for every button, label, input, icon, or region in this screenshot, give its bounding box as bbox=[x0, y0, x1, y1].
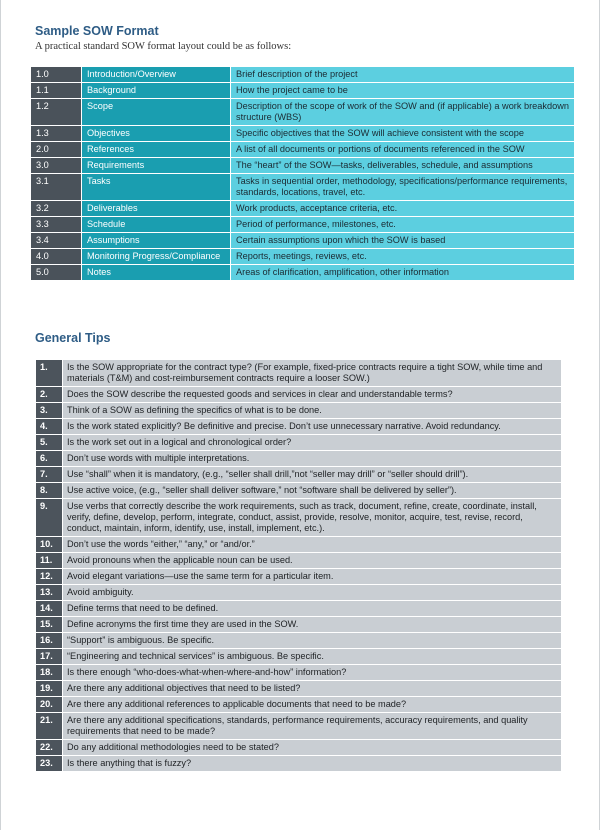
sow-section-name: Notes bbox=[82, 265, 231, 281]
sow-section-name: Tasks bbox=[82, 174, 231, 201]
sow-row bbox=[31, 142, 575, 158]
tip-number: 1. bbox=[36, 360, 63, 387]
sow-section-description: The “heart” of the SOW—tasks, deliverables, schedule, and assumptions bbox=[231, 158, 575, 174]
tip-text: Are there any additional objectives that need to be listed? bbox=[63, 681, 562, 697]
sow-section-description: Description of the scope of work of the SOW and (if applicable) a work breakdown structure (WBS) bbox=[231, 99, 575, 126]
sow-section-number: 3.3 bbox=[31, 217, 82, 233]
sow-section-description: How the project came to be bbox=[231, 83, 575, 99]
tip-text: Avoid elegant variations—use the same term for a particular item. bbox=[63, 569, 562, 585]
tip-number: 6. bbox=[36, 451, 63, 467]
tip-row bbox=[36, 681, 562, 697]
tip-row bbox=[36, 483, 562, 499]
tip-text: Is the work set out in a logical and chronological order? bbox=[63, 435, 562, 451]
tip-number: 10. bbox=[36, 537, 63, 553]
sow-section-description: Tasks in sequential order, methodology, specifications/performance requirements, standards, locations, travel, etc. bbox=[231, 174, 575, 201]
page-subtitle: A practical standard SOW format layout could be as follows: bbox=[35, 41, 292, 52]
tip-number: 16. bbox=[36, 633, 63, 649]
tip-row bbox=[36, 435, 562, 451]
tip-text: Define acronyms the first time they are used in the SOW. bbox=[63, 617, 562, 633]
tip-text: Use verbs that correctly describe the work requirements, such as track, document, refine, create, coordinate, install, verify, define, develop, perform, integrate, conduct, assist, provide, resolve, monitor, acquire, test, revise, record, conduct, maintain, inform, identify, use, install, implement, etc.). bbox=[63, 499, 562, 537]
sow-row bbox=[31, 265, 575, 281]
tip-number: 12. bbox=[36, 569, 63, 585]
tip-number: 19. bbox=[36, 681, 63, 697]
sow-section-description: Certain assumptions upon which the SOW is based bbox=[231, 233, 575, 249]
tip-number: 20. bbox=[36, 697, 63, 713]
sow-row bbox=[31, 158, 575, 174]
sow-section-number: 1.1 bbox=[31, 83, 82, 99]
sow-section-name: Monitoring Progress/Compliance bbox=[82, 249, 231, 265]
sow-section-number: 3.2 bbox=[31, 201, 82, 217]
tip-text: Use active voice, (e.g., “seller shall deliver software,” not “software shall be delivered by seller”). bbox=[63, 483, 562, 499]
tip-row bbox=[36, 601, 562, 617]
sow-section-description: Period of performance, milestones, etc. bbox=[231, 217, 575, 233]
tip-row bbox=[36, 553, 562, 569]
sow-section-name: Background bbox=[82, 83, 231, 99]
tip-row bbox=[36, 360, 562, 387]
tip-text: Are there any additional references to applicable documents that need to be made? bbox=[63, 697, 562, 713]
sow-section-number: 3.0 bbox=[31, 158, 82, 174]
sow-section-description: Areas of clarification, amplification, other information bbox=[231, 265, 575, 281]
page-title: Sample SOW Format bbox=[35, 24, 159, 38]
tip-text: Don’t use words with multiple interpretations. bbox=[63, 451, 562, 467]
tip-text: Don’t use the words “either,” “any,” or “and/or.” bbox=[63, 537, 562, 553]
sow-section-number: 1.2 bbox=[31, 99, 82, 126]
tip-text: Avoid pronouns when the applicable noun can be used. bbox=[63, 553, 562, 569]
general-tips-table bbox=[35, 359, 562, 772]
tip-number: 5. bbox=[36, 435, 63, 451]
tip-text: “Engineering and technical services” is ambiguous. Be specific. bbox=[63, 649, 562, 665]
sow-section-name: Objectives bbox=[82, 126, 231, 142]
sow-section-number: 3.1 bbox=[31, 174, 82, 201]
tip-row bbox=[36, 467, 562, 483]
tip-text: Define terms that need to be defined. bbox=[63, 601, 562, 617]
sow-section-number: 2.0 bbox=[31, 142, 82, 158]
sow-row bbox=[31, 83, 575, 99]
sow-section-number: 5.0 bbox=[31, 265, 82, 281]
tip-row bbox=[36, 665, 562, 681]
sow-row bbox=[31, 217, 575, 233]
tip-row bbox=[36, 387, 562, 403]
tip-row bbox=[36, 649, 562, 665]
tip-text: Think of a SOW as defining the specifics of what is to be done. bbox=[63, 403, 562, 419]
tip-row bbox=[36, 537, 562, 553]
tip-number: 13. bbox=[36, 585, 63, 601]
sow-section-name: Assumptions bbox=[82, 233, 231, 249]
sow-section-number: 1.0 bbox=[31, 67, 82, 83]
tip-number: 17. bbox=[36, 649, 63, 665]
tip-number: 18. bbox=[36, 665, 63, 681]
tip-number: 3. bbox=[36, 403, 63, 419]
tip-number: 15. bbox=[36, 617, 63, 633]
sow-section-name: Introduction/Overview bbox=[82, 67, 231, 83]
tip-row bbox=[36, 419, 562, 435]
tip-row bbox=[36, 697, 562, 713]
tip-number: 2. bbox=[36, 387, 63, 403]
sow-section-name: Scope bbox=[82, 99, 231, 126]
sow-row bbox=[31, 67, 575, 83]
tip-text: Use “shall” when it is mandatory, (e.g., “seller shall drill,”not “seller may drill” or “seller should drill”). bbox=[63, 467, 562, 483]
tip-text: Is the work stated explicitly? Be definitive and precise. Don’t use unnecessary narrative. Avoid redundancy. bbox=[63, 419, 562, 435]
tip-number: 4. bbox=[36, 419, 63, 435]
sow-section-name: Requirements bbox=[82, 158, 231, 174]
sow-format-table bbox=[30, 66, 575, 281]
sow-section-description: A list of all documents or portions of documents referenced in the SOW bbox=[231, 142, 575, 158]
tip-row bbox=[36, 403, 562, 419]
tip-number: 22. bbox=[36, 740, 63, 756]
sow-section-number: 4.0 bbox=[31, 249, 82, 265]
general-tips-heading: General Tips bbox=[35, 331, 111, 345]
sow-section-name: Deliverables bbox=[82, 201, 231, 217]
sow-section-name: Schedule bbox=[82, 217, 231, 233]
tip-number: 23. bbox=[36, 756, 63, 772]
sow-row bbox=[31, 126, 575, 142]
tip-row bbox=[36, 585, 562, 601]
sow-section-number: 3.4 bbox=[31, 233, 82, 249]
tip-text: Is there enough “who-does-what-when-where-and-how” information? bbox=[63, 665, 562, 681]
tip-text: Does the SOW describe the requested goods and services in clear and understandable terms? bbox=[63, 387, 562, 403]
sow-row bbox=[31, 249, 575, 265]
tip-number: 14. bbox=[36, 601, 63, 617]
sow-row bbox=[31, 99, 575, 126]
tip-text: Is the SOW appropriate for the contract type? (For example, fixed-price contracts require a tight SOW, while time and materials (T&M) and cost-reimbursement contracts require a looser SOW.) bbox=[63, 360, 562, 387]
sow-row bbox=[31, 201, 575, 217]
tip-row bbox=[36, 569, 562, 585]
tip-text: Do any additional methodologies need to be stated? bbox=[63, 740, 562, 756]
tip-row bbox=[36, 740, 562, 756]
tip-number: 11. bbox=[36, 553, 63, 569]
sow-section-name: References bbox=[82, 142, 231, 158]
sow-section-description: Specific objectives that the SOW will achieve consistent with the scope bbox=[231, 126, 575, 142]
tip-row bbox=[36, 633, 562, 649]
tip-text: “Support” is ambiguous. Be specific. bbox=[63, 633, 562, 649]
sow-section-description: Reports, meetings, reviews, etc. bbox=[231, 249, 575, 265]
tip-row bbox=[36, 617, 562, 633]
sow-section-description: Work products, acceptance criteria, etc. bbox=[231, 201, 575, 217]
sow-row bbox=[31, 233, 575, 249]
sow-section-number: 1.3 bbox=[31, 126, 82, 142]
tip-number: 7. bbox=[36, 467, 63, 483]
tip-number: 9. bbox=[36, 499, 63, 537]
tip-number: 21. bbox=[36, 713, 63, 740]
tip-row bbox=[36, 499, 562, 537]
sow-row bbox=[31, 174, 575, 201]
tip-text: Avoid ambiguity. bbox=[63, 585, 562, 601]
tip-row bbox=[36, 756, 562, 772]
tip-text: Is there anything that is fuzzy? bbox=[63, 756, 562, 772]
tip-row bbox=[36, 713, 562, 740]
tip-text: Are there any additional specifications, standards, performance requirements, accuracy requirements, and quality requirements that need to be made? bbox=[63, 713, 562, 740]
sow-section-description: Brief description of the project bbox=[231, 67, 575, 83]
tip-row bbox=[36, 451, 562, 467]
tip-number: 8. bbox=[36, 483, 63, 499]
